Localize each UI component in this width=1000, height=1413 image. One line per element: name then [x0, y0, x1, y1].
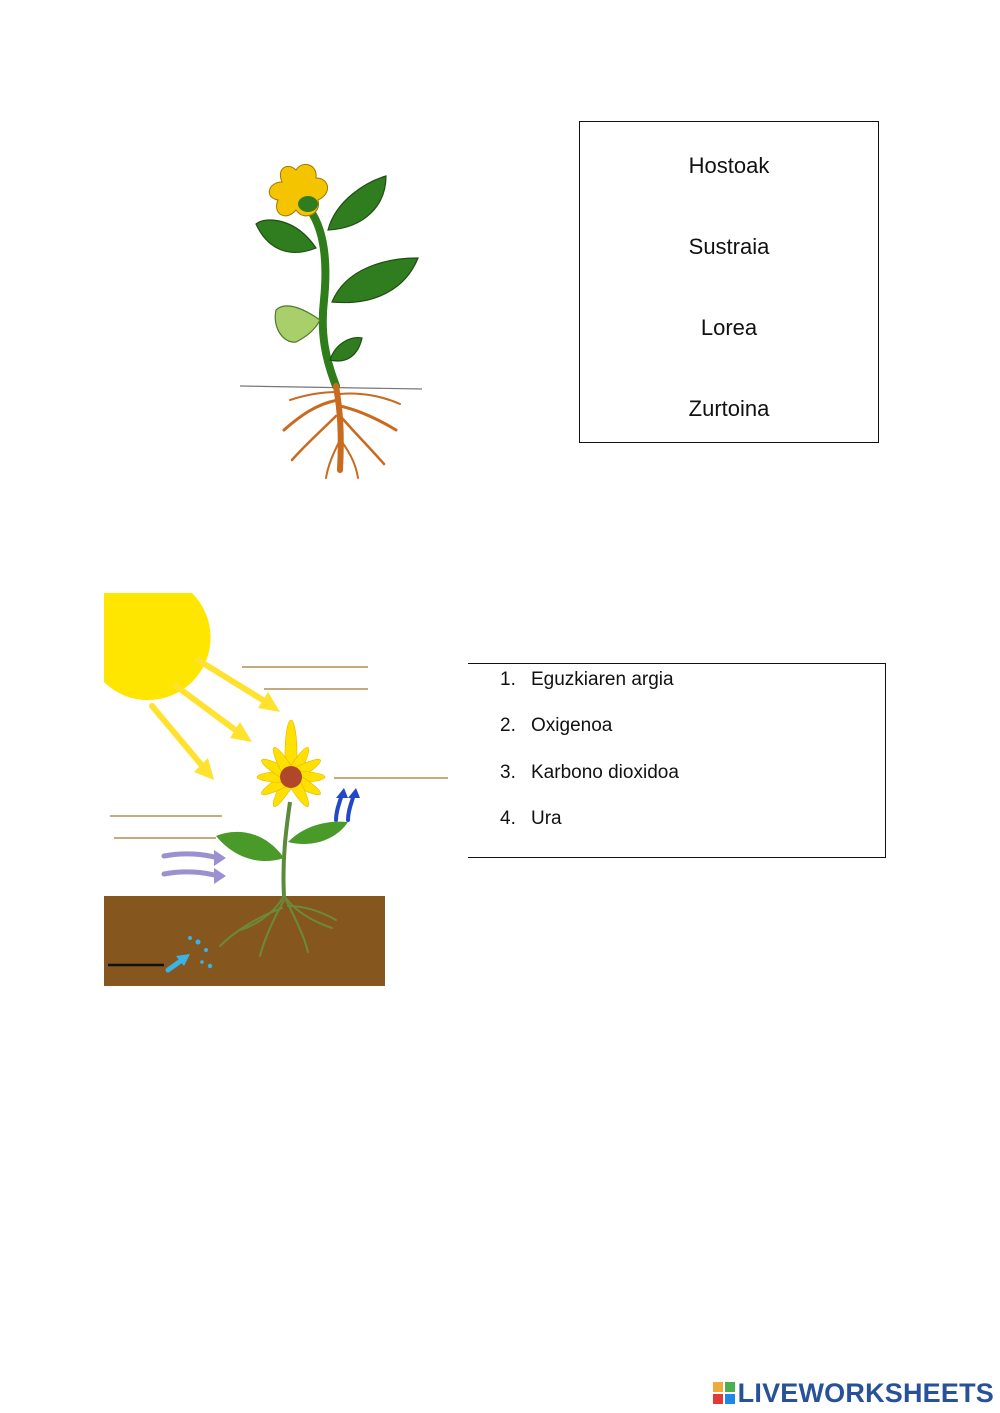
- liveworksheets-logo-icon: [712, 1381, 736, 1405]
- sunflower-stem: [283, 802, 290, 896]
- photosynthesis-terms-box: [468, 663, 886, 858]
- sunflower-head: [257, 720, 325, 809]
- list-item: 4. Ura: [500, 808, 562, 829]
- list-item: 1. Eguzkiaren argia: [500, 669, 674, 690]
- leaf-upper-right: [328, 176, 386, 230]
- logo-text: LIVEWORKSHEETS: [737, 1377, 994, 1408]
- leaf-bud-left: [275, 306, 320, 342]
- sunflower-leaf-left: [216, 832, 284, 861]
- word-lorea: Lorea: [700, 315, 758, 340]
- word-hostoak: Hostoak: [688, 153, 770, 178]
- leaf-middle-right: [332, 258, 418, 303]
- liveworksheets-logo[interactable]: [712, 1379, 994, 1407]
- word-sustraia: Sustraia: [688, 234, 770, 259]
- ground-line: [240, 386, 422, 389]
- carbon-dioxide-arrows: [164, 854, 218, 876]
- plant-roots: [284, 386, 400, 478]
- flower: [269, 164, 327, 215]
- sunflower-leaf-right: [288, 822, 348, 844]
- sun-icon: [104, 593, 211, 700]
- list-item: 2. Oxigenoa: [500, 715, 613, 736]
- list-item: 3. Karbono dioxidoa: [500, 762, 679, 783]
- photosynthesis-illustration: [100, 590, 460, 990]
- soil: [104, 896, 385, 986]
- leaf-upper-left: [256, 220, 316, 252]
- plant-parts-illustration: [236, 160, 426, 490]
- leaf-lower-right: [330, 338, 362, 361]
- word-zurtoina: Zurtoina: [688, 396, 770, 421]
- plant-parts-word-box: [579, 121, 879, 443]
